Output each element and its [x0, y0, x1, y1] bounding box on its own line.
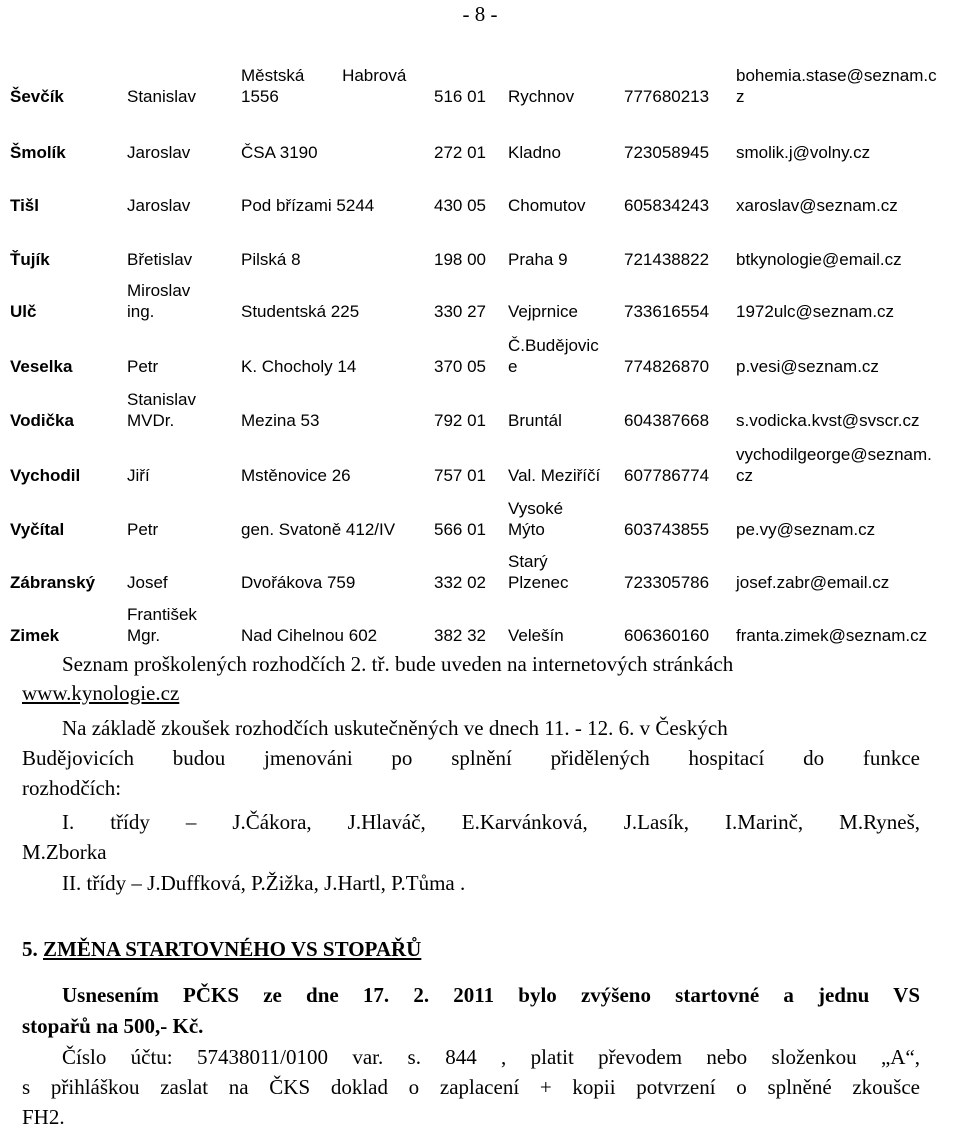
- resolution-line2: stopařů na 500,- Kč.: [22, 1014, 204, 1038]
- street-cell: K. Chocholy 14: [241, 357, 357, 376]
- resolution-line1: Usnesením PČKS ze dne 17. 2. 2011 bylo zvýšeno startovné a jednu VS: [62, 983, 920, 1007]
- phone-cell: 603743855: [624, 520, 710, 539]
- email-cell-cont: cz: [736, 466, 753, 485]
- surname-cell: Veselka: [10, 357, 73, 376]
- email-cell: pe.vy@seznam.cz: [736, 520, 876, 539]
- zip-cell: 430 05: [434, 196, 486, 215]
- page-number: - 8 -: [462, 2, 498, 26]
- email-cell-cont: z: [736, 87, 745, 106]
- zip-cell: 330 27: [434, 302, 486, 321]
- surname-cell: Ševčík: [10, 87, 64, 106]
- payment-line3: FH2.: [22, 1105, 65, 1129]
- zip-cell: 198 00: [434, 250, 486, 269]
- name-cell: Petr: [127, 357, 159, 376]
- city-cell: Vejprnice: [508, 302, 578, 321]
- email-cell: 1972ulc@seznam.cz: [736, 302, 895, 321]
- email-cell: smolik.j@volny.cz: [736, 143, 871, 162]
- email-cell: franta.zimek@seznam.cz: [736, 626, 928, 645]
- surname-cell: Ulč: [10, 302, 37, 321]
- email-cell: bohemia.stase@seznam.c: [736, 66, 937, 85]
- name-cell: František: [127, 605, 197, 624]
- zip-cell: 792 01: [434, 411, 486, 430]
- phone-cell: 723305786: [624, 573, 710, 592]
- payment-line2: s přihláškou zaslat na ČKS doklad o zaplacení + kopii potvrzení o splněné zkoušce: [22, 1075, 920, 1099]
- phone-cell: 721438822: [624, 250, 710, 269]
- exam-paragraph-line3: rozhodčích:: [22, 776, 122, 800]
- surname-cell: Zimek: [10, 626, 60, 645]
- name-cell: Břetislav: [127, 250, 193, 269]
- zip-cell: 516 01: [434, 87, 486, 106]
- zip-cell: 382 32: [434, 626, 486, 645]
- email-cell: xaroslav@seznam.cz: [736, 196, 898, 215]
- name-cell: Jiří: [127, 466, 150, 485]
- list-note-link[interactable]: [22, 679, 179, 708]
- name-cell: Stanislav: [127, 390, 196, 409]
- phone-cell: 607786774: [624, 466, 710, 485]
- city-cell: Starý: [508, 552, 548, 571]
- city-cell-cont: e: [508, 357, 518, 376]
- section-number: 5.: [22, 937, 43, 961]
- city-cell-cont: Plzenec: [508, 573, 569, 592]
- zip-cell: 566 01: [434, 520, 486, 539]
- surname-cell: Šmolík: [10, 143, 66, 162]
- phone-cell: 605834243: [624, 196, 710, 215]
- street-cell: Mezina 53: [241, 411, 320, 430]
- surname-cell: Ťujík: [10, 250, 50, 269]
- zip-cell: 332 02: [434, 573, 486, 592]
- section-heading: [22, 935, 421, 964]
- street-cell-cont: 1556: [241, 87, 279, 106]
- title-cell: ing.: [127, 302, 155, 321]
- surname-cell: Vodička: [10, 411, 74, 430]
- exam-paragraph-line1: Na základě zkoušek rozhodčích uskutečněných ve dnech 11. - 12. 6. v Českých: [62, 716, 728, 740]
- name-cell: Stanislav: [127, 87, 196, 106]
- email-cell: vychodilgeorge@seznam.: [736, 445, 932, 464]
- name-cell: Miroslav: [127, 281, 191, 300]
- payment-line1: Číslo účtu: 57438011/0100 var. s. 844 , platit převodem nebo složenkou „A“,: [62, 1045, 920, 1069]
- class-one-judges: I. třídy – J.Čákora, J.Hlaváč, E.Karvánková, J.Lasík, I.Marinč, M.Ryneš,: [62, 810, 920, 834]
- email-cell: s.vodicka.kvst@svscr.cz: [736, 411, 920, 430]
- zip-cell: 370 05: [434, 357, 486, 376]
- city-cell: Vysoké: [508, 499, 564, 518]
- phone-cell: 723058945: [624, 143, 710, 162]
- email-cell: p.vesi@seznam.cz: [736, 357, 879, 376]
- name-cell: Petr: [127, 520, 159, 539]
- surname-cell: Vychodil: [10, 466, 81, 485]
- kynologie-link[interactable]: www.kynologie.cz: [22, 681, 180, 705]
- title-cell: Mgr.: [127, 626, 161, 645]
- city-cell-cont: Mýto: [508, 520, 545, 539]
- class-two-judges: II. třídy – J.Duffková, P.Žižka, J.Hartl, P.Tůma .: [62, 871, 466, 895]
- email-cell: btkynologie@email.cz: [736, 250, 902, 269]
- zip-cell: 757 01: [434, 466, 486, 485]
- city-cell: Rychnov: [508, 87, 575, 106]
- zip-cell: 272 01: [434, 143, 486, 162]
- street-cell: Městská Habrová: [241, 66, 407, 85]
- title-cell: MVDr.: [127, 411, 175, 430]
- exam-paragraph-line2: Budějovicích budou jmenováni po splnění přidělených hospitací do funkce: [22, 746, 920, 770]
- name-cell: Josef: [127, 573, 168, 592]
- section-title: ZMĚNA STARTOVNÉHO VS STOPAŘŮ: [43, 937, 422, 961]
- class-one-judges-cont: M.Zborka: [22, 840, 107, 864]
- name-cell: Jaroslav: [127, 196, 191, 215]
- phone-cell: 604387668: [624, 411, 710, 430]
- street-cell: ČSA 3190: [241, 143, 318, 162]
- city-cell: Val. Meziříčí: [508, 466, 601, 485]
- city-cell: Praha 9: [508, 250, 568, 269]
- email-cell: josef.zabr@email.cz: [736, 573, 890, 592]
- surname-cell: Vyčítal: [10, 520, 65, 539]
- city-cell: Kladno: [508, 143, 561, 162]
- phone-cell: 606360160: [624, 626, 710, 645]
- list-note: Seznam proškolených rozhodčích 2. tř. bude uveden na internetových stránkách: [62, 652, 734, 676]
- street-cell: Studentská 225: [241, 302, 360, 321]
- city-cell: Č.Budějovic: [508, 336, 599, 355]
- phone-cell: 774826870: [624, 357, 710, 376]
- city-cell: Bruntál: [508, 411, 562, 430]
- surname-cell: Zábranský: [10, 573, 96, 592]
- surname-cell: Tišl: [10, 196, 39, 215]
- city-cell: Chomutov: [508, 196, 586, 215]
- street-cell: gen. Svatoně 412/IV: [241, 520, 396, 539]
- street-cell: Pilská 8: [241, 250, 301, 269]
- street-cell: Mstěnovice 26: [241, 466, 351, 485]
- street-cell: Pod břízami 5244: [241, 196, 375, 215]
- street-cell: Dvořákova 759: [241, 573, 356, 592]
- phone-cell: 733616554: [624, 302, 710, 321]
- name-cell: Jaroslav: [127, 143, 191, 162]
- phone-cell: 777680213: [624, 87, 710, 106]
- street-cell: Nad Cihelnou 602: [241, 626, 378, 645]
- city-cell: Velešín: [508, 626, 564, 645]
